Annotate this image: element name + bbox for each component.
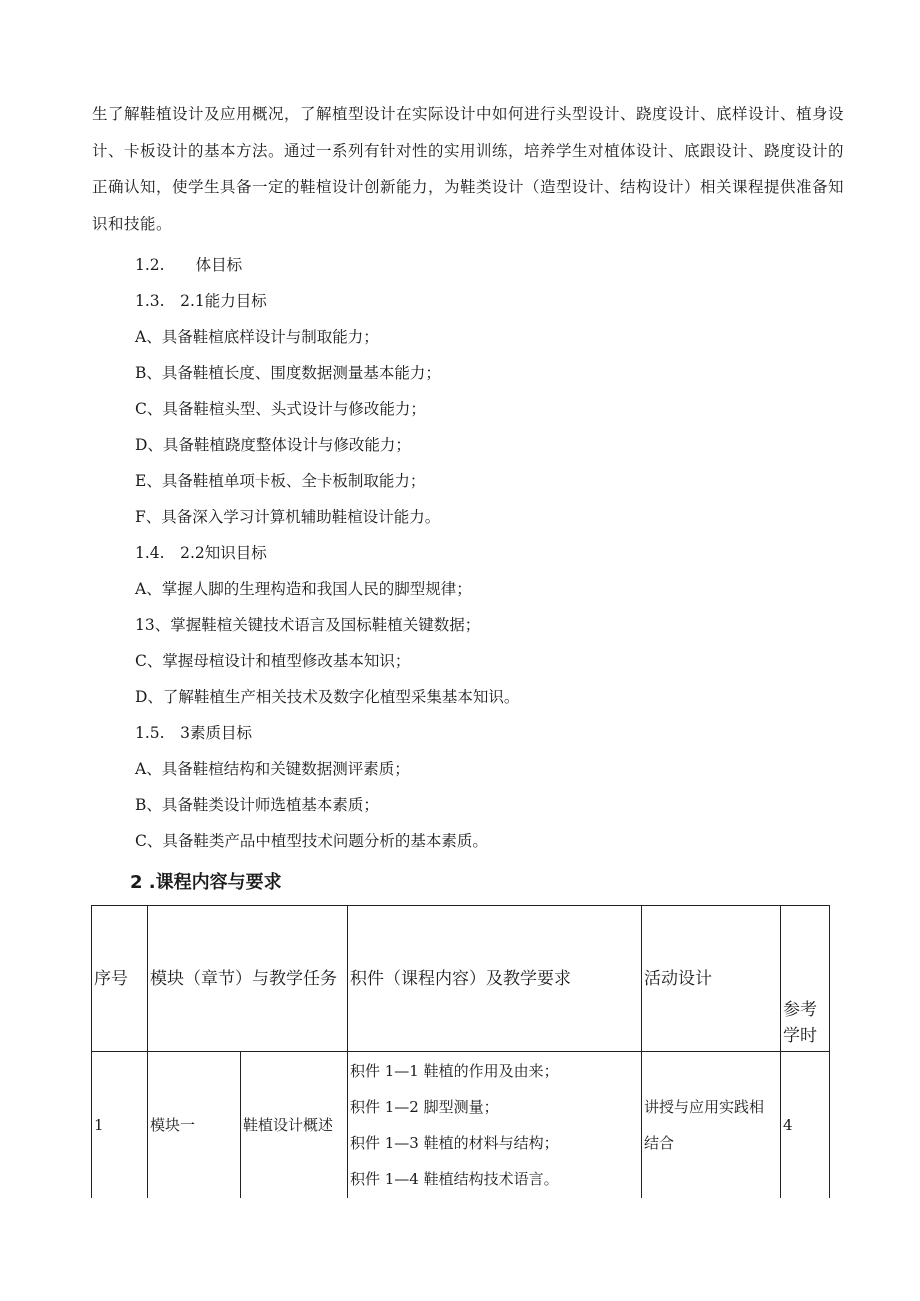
ability-goals-heading: 1.3. 2.1能力目标 <box>135 292 267 310</box>
quality-item: B、具备鞋类设计师选植基本素质； <box>135 796 379 814</box>
header-content: 积件（课程内容）及教学要求 <box>348 906 642 1052</box>
header-hours: 参考学时 <box>781 906 830 1052</box>
row-activity: 讲授与应用实践相结合 <box>642 1052 781 1198</box>
section-title: 2 .课程内容与要求 <box>130 872 282 893</box>
content-item: 积件 1—2 脚型测量； <box>350 1097 499 1116</box>
ability-item: E、具备鞋植单项卡板、全卡板制取能力； <box>135 472 426 490</box>
quality-goals-heading: 1.5. 3素质目标 <box>135 724 252 742</box>
knowledge-item: C、掌握母楦设计和植型修改基本知识； <box>135 652 411 670</box>
knowledge-item: D、了解鞋植生产相关技术及数字化植型采集基本知识。 <box>135 688 520 706</box>
header-module: 模块（章节）与教学任务 <box>148 906 348 1052</box>
header-index: 序号 <box>92 906 148 1052</box>
table-row <box>92 1052 830 1198</box>
table-header-row <box>92 906 830 1052</box>
row-hours: 4 <box>781 1052 830 1198</box>
ability-item: F、具备深入学习计算机辅助鞋楦设计能力。 <box>135 508 441 526</box>
overall-goals-heading: 1.2. 体目标 <box>135 256 243 274</box>
row-index: 1 <box>92 1052 148 1198</box>
knowledge-item: A、掌握人脚的生理构造和我国人民的脚型规律； <box>135 580 472 598</box>
quality-item: C、具备鞋类产品中植型技术问题分析的基本素质。 <box>135 832 488 850</box>
course-content-table <box>91 905 830 1198</box>
quality-item: A、具备鞋楦结构和关键数据测评素质； <box>135 760 410 778</box>
intro-paragraph: 生了解鞋植设计及应用概况，了解植型设计在实际设计中如何进行头型设计、跷度设计、底样设计、植身设计、卡板设计的基本方法。通过一系列有针对性的实用训练，培养学生对植体设计、底跟设计、跷度设计的正确认知，使学生具备一定的鞋楦设计创新能力，为鞋类设计（造型设计、结构设计）相关课程提供准备知识和技能。 <box>92 105 845 233</box>
content-item: 积件 1—3 鞋植的材料与结构； <box>350 1133 559 1152</box>
header-activity: 活动设计 <box>642 906 781 1052</box>
content-item: 积件 1—1 鞋植的作用及由来； <box>350 1061 559 1080</box>
knowledge-goals-heading: 1.4. 2.2知识目标 <box>135 544 267 562</box>
ability-item: D、具备鞋植跷度整体设计与修改能力； <box>135 436 411 454</box>
knowledge-item: 13、掌握鞋楦关键技术语言及国标鞋植关键数据； <box>135 616 481 634</box>
row-content <box>348 1052 642 1198</box>
row-task: 鞋植设计概述 <box>241 1052 348 1198</box>
row-module: 模块一 <box>148 1052 241 1198</box>
content-item: 积件 1—4 鞋植结构技术语言。 <box>350 1169 559 1188</box>
ability-item: A、具备鞋楦底样设计与制取能力； <box>135 328 379 346</box>
ability-item: C、具备鞋楦头型、头式设计与修改能力； <box>135 400 426 418</box>
ability-item: B、具备鞋植长度、围度数据测量基本能力； <box>135 364 441 382</box>
